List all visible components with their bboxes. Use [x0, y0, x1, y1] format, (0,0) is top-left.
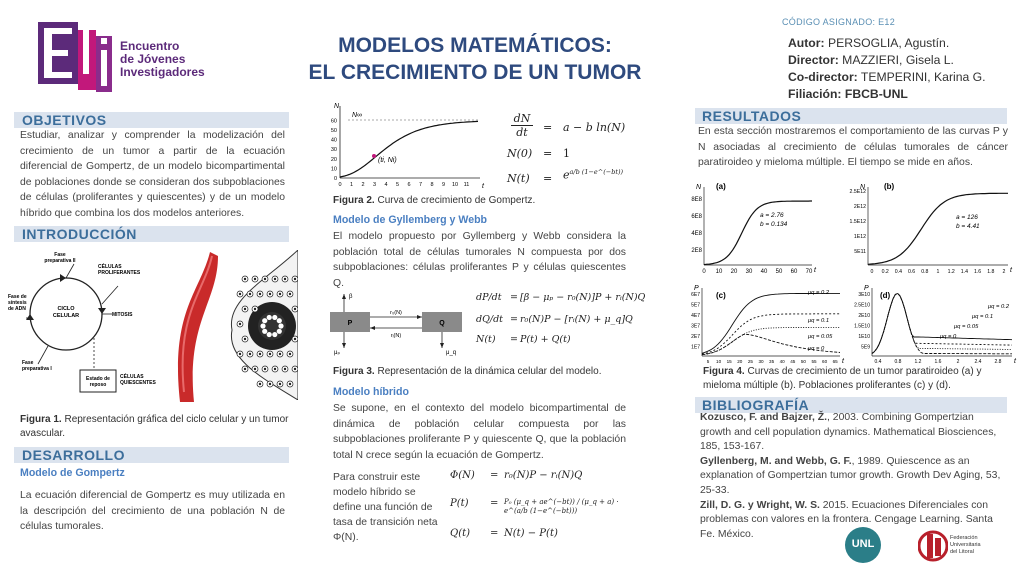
panel-b-x-tick: 0.4 [894, 269, 903, 275]
fig4-panel-b [838, 175, 1018, 275]
panel-b-y-label: N [860, 184, 866, 191]
gy-eq2-lhs: dQ/dt [476, 314, 503, 325]
unl-logo [845, 527, 881, 563]
fig3-caption [333, 365, 623, 379]
panel-a-curve [704, 201, 812, 265]
panel-c-y-tick: 3E7 [691, 323, 700, 330]
panel-c-x-tick: 55 [811, 359, 817, 364]
director-name: MAZZIERI, Gisela L. [838, 53, 954, 67]
fase-prep1-label: Fase preparativa I [22, 360, 52, 372]
logo-line-3: Investigadores [120, 65, 205, 79]
celulas-prol-label: CÉLULAS PROLIFERANTES [98, 264, 141, 276]
fig2-gompertz-plot [328, 102, 488, 190]
eji-logo [34, 22, 224, 92]
fed-logo-text: Federación Universitaria del Litoral [950, 535, 981, 555]
gyllenberg-equations: dP/dt = [β − μₚ − r₀(N)]P + rᵢ(N)Q dQ/dt = r₀(N)P − [rᵢ(N) + μ_q]Q N(t) = P(t) + Q(t) [476, 292, 646, 345]
panel-b-y-tick: 5E11 [854, 249, 866, 255]
title-line-2: EL CRECIMIENTO DE UN TUMOR [308, 61, 642, 84]
fig2-y-tick: 50 [330, 128, 337, 134]
fig2-y-tick: 30 [330, 147, 337, 154]
logo-line-2: de Jóvenes [120, 52, 186, 66]
panel-c-y-label: P [694, 285, 699, 292]
mu-p-label: μₚ [334, 350, 341, 356]
fed-logo [918, 528, 1008, 564]
bibliography-details: 2015. Ecuaciones Diferenciales con problemas con valores en la frontera. Cengage Learning. Santa Fe. México. [700, 499, 993, 540]
panel-a-x-tick: 10 [715, 269, 723, 275]
fig2-x-tick: 7 [418, 182, 423, 188]
fig2-y-tick: 10 [330, 166, 337, 173]
eq2-equals: = [543, 147, 553, 160]
fase-prep2-label: Fase preparativa II [44, 252, 76, 264]
panel-d-x-tick: 1.2 [914, 359, 922, 365]
panel-b-x-tick: 1.2 [947, 269, 955, 275]
panel-d-tag: (d) [880, 291, 891, 300]
fig2-x-tick: 1 [349, 182, 354, 188]
panel-d-x-tick: 2 [956, 359, 960, 365]
fig2-x-tick: 8 [430, 182, 434, 188]
panel-d-x-tick: 2.4 [974, 359, 982, 365]
gompertz-text: La ecuación diferencial de Gompertz es muy utilizada en la descripción del crecimiento de una población N de células tumorales. [20, 490, 285, 533]
fig2-x-axis-label: t [482, 183, 484, 190]
resultados-text: En esta sección mostraremos el comportamiento de las curvas P y N asociadas al crecimiento de células tumorales de cáncer paratiroideo y mieloma múltiple. El tiempo se mide en años. [698, 126, 1008, 169]
panel-c-x-tick: 15 [726, 359, 732, 364]
objetivos-title: OBJETIVOS [22, 112, 107, 128]
panel-b-x-tick: 1.4 [960, 269, 969, 275]
eq1-den: dt [516, 126, 528, 139]
filiacion-label: Filiación: [788, 87, 842, 101]
panel-b-x-label: t [1010, 267, 1012, 274]
panel-c-x-tick: 25 [747, 359, 753, 364]
panel-c-y-tick: 2E7 [691, 334, 700, 340]
panel-c-x-tick: 10 [716, 359, 722, 364]
panel-d-y-tick: 2E10 [858, 313, 870, 319]
tumor-core-cell [278, 323, 283, 328]
tumor-core-cell [267, 332, 272, 337]
mitosis-label: MITOSIS [112, 312, 133, 318]
panel-c-x-tick: 50 [800, 359, 806, 364]
panel-d-x-tick: 0.8 [894, 359, 902, 365]
panel-a-y-tick: 4E8 [691, 231, 702, 237]
panel-c-x-tick: 5 [706, 359, 710, 364]
eq2-lhs: N(0) [507, 147, 533, 160]
panel-b-x-tick: 1 [936, 269, 940, 275]
panel-a-y-tick: 6E8 [691, 214, 702, 220]
r0-label: r₀(N) [390, 310, 402, 316]
fig2-y-tick: 0 [333, 176, 337, 182]
panel-d-series [872, 294, 1012, 354]
fig2-x-tick: 5 [395, 182, 400, 188]
ciclo-label: CICLO CELULAR [52, 306, 80, 319]
panel-c-x-tick: 20 [737, 359, 743, 364]
codirector-label: Co-director: [788, 70, 858, 84]
panel-c-x-tick: 45 [790, 359, 796, 364]
panel-b-x-tick: 0 [870, 269, 874, 275]
fig2-caption [333, 194, 583, 208]
title-line-1: MODELOS MATEMÁTICOS: [338, 34, 612, 57]
tumor-core-cell [272, 315, 277, 320]
logo-line-1: Encuentro [120, 39, 180, 53]
fig1-caption [20, 413, 290, 441]
p-box-label: P [347, 320, 353, 327]
eq1-rhs: a − b ln(N) [563, 121, 626, 134]
panel-d-mu-label: μq = 0.2 [988, 304, 1010, 310]
panel-c-mu-label: μq = 0.1 [808, 318, 830, 324]
panel-b-y-tick: 2E12 [853, 204, 866, 210]
fig4-label: Figura 4. [703, 366, 745, 377]
panel-c-x-tick: 40 [779, 359, 785, 364]
gy-eq1-lhs: dP/dt [476, 292, 502, 303]
panel-c-y-tick: 4E7 [691, 313, 700, 319]
panel-b-y-tick: 1.5E12 [849, 219, 866, 225]
fed-logo-mark [918, 528, 948, 564]
tumor-core-cell [277, 329, 282, 334]
panel-a-x-tick: 20 [730, 269, 738, 275]
panel-d-y-label: P [864, 285, 869, 292]
panel-a-x-label: t [814, 267, 816, 274]
hibrido-subhead: Modelo híbrido [333, 386, 409, 398]
hy-eq2-rhs: P₀ (μ_q + ae^(−bt)) / (μ_q + a) · e^(a/b (1−e^(−bt))) [504, 498, 619, 515]
fig4-panel-d [842, 282, 1020, 366]
bibliography-authors: Zill, D. G. y Wright, W. S. [700, 499, 820, 511]
panel-a-y-label: N [696, 184, 702, 191]
blood-vessel-image [160, 252, 220, 402]
fig2-x-tick: 6 [407, 182, 411, 188]
fig2-y-tick: 60 [330, 118, 337, 125]
hibrido-text: Se supone, en el contexto del modelo bicompartimental de dinámica de población celular compuesta por las subpoblaciones proliferante P y quiescente Q, que la población total N crece según la ecuación de Gompertz. [333, 403, 626, 461]
gy-eq3-rhs: P(t) + Q(t) [520, 334, 571, 345]
tumor-core-cell [267, 315, 272, 320]
hibrido-text2: Para construir este modelo híbrido se define una función de tasa de transición neta Φ(N). [333, 472, 438, 543]
panel-a-y-tick: 8E8 [691, 197, 702, 203]
panel-d-x-label: t [1014, 358, 1016, 365]
celulas-quies-label: CÉLULAS QUIESCENTES [120, 374, 156, 386]
fig2-x-tick: 9 [441, 182, 446, 188]
beta-label: β [349, 294, 353, 300]
panel-c-x-label: t [842, 358, 844, 365]
bibliography-entry [700, 455, 1005, 499]
tumor-core-cell [260, 323, 265, 328]
gy-eq1-rhs: [β − μₚ − r₀(N)]P + rᵢ(N)Q [520, 292, 646, 303]
fig2-y-tick: 20 [330, 156, 337, 163]
bibliography-authors: Kozusco, F. and Bajzer, Ž. [700, 412, 828, 423]
panel-c-x-tick: 35 [769, 359, 775, 364]
fig2-x-tick: 4 [384, 182, 388, 188]
estado-reposo-label: Estado de reposo [86, 376, 110, 388]
fig2-x-tick: 0 [338, 182, 342, 188]
bibliography-authors: Gyllenberg, M. and Webb, G. F. [700, 455, 852, 467]
hy-eq1-lhs: Φ(N) [450, 470, 475, 481]
fig2-point-label: (ti, Ni) [378, 157, 397, 164]
eq3-exponent: a/b (1−e^(−bt)) [569, 168, 624, 176]
panel-b-x-tick: 1.6 [973, 269, 982, 275]
fig2-y-axis-label: N [334, 103, 340, 110]
panel-a-x-tick: 0 [702, 269, 706, 275]
panel-a-tag: (a) [716, 182, 726, 191]
hy-eq3-lhs: Q(t) [450, 528, 471, 539]
fase-sintesis-label: Fase de síntesis de ADN [8, 294, 27, 312]
authors-block [788, 35, 986, 103]
panel-a-param: b = 0.134 [760, 221, 788, 228]
tumor-core-cell [262, 329, 267, 334]
panel-a-param: a = 2.76 [760, 212, 784, 219]
fig3-label: Figura 3. [333, 366, 375, 377]
bibliografia-title: BIBLIOGRAFÍA [702, 397, 810, 413]
hibrido-equations: Φ(N) = r₀(N)P − rᵢ(N)Q P(t) = P₀ (μ_q + ae^(−bt)) / (μ_q + a) · e^(a/b (1−e^(−bt))) Q(t) = N(t) − P(t) [450, 470, 640, 550]
panel-c-y-tick: 1E7 [691, 344, 700, 351]
gyllenberg-subhead: Modelo de Gyllemberg y Webb [333, 214, 488, 226]
panel-b-param: a = 126 [956, 214, 978, 221]
panel-b-x-tick: 0.6 [907, 269, 916, 275]
panel-a-x-tick: 60 [790, 269, 798, 275]
codirector-name: TEMPERINI, Karina G. [857, 70, 986, 84]
eq1-equals: = [543, 121, 553, 134]
panel-b-x-tick: 0.8 [921, 269, 929, 275]
tumor-core-cell [262, 318, 267, 323]
gy-eq3-lhs: N(t) [476, 334, 496, 345]
ri-label: rᵢ(N) [390, 333, 402, 339]
panel-c-x-tick: 65 [832, 359, 838, 364]
q-box-label: Q [439, 320, 445, 327]
assigned-code: CÓDIGO ASIGNADO: E12 [782, 17, 896, 27]
autor-name: PERSOGLIA, Agustín. [824, 36, 950, 50]
panel-b-x-tick: 1.8 [987, 269, 995, 275]
fig4-text: Curvas de crecimiento de un tumor paratiroideo (a) y mieloma múltiple (b). Poblaciones proliferantes (c) y (d). [703, 366, 982, 391]
panel-b-y-tick: 2.5E12 [849, 189, 866, 195]
unl-logo-text: UNL [851, 538, 875, 550]
bibliography-details: , 1989. Quiescence as an explanation of Gompertzian tumor growth. Growth Dev Aging, 53, 25-33. [700, 455, 1001, 496]
gompertz-equations [505, 112, 625, 192]
fig2-n-inf-label: N∞ [352, 112, 363, 119]
panel-b-curve [868, 193, 1008, 264]
bibliography-list [700, 411, 1005, 542]
hy-eq1-rhs: r₀(N)P − rᵢ(N)Q [504, 470, 583, 481]
panel-a-x-tick: 40 [760, 269, 768, 275]
gy-eq2-rhs: r₀(N)P − [rᵢ(N) + μ_q]Q [520, 314, 633, 325]
panel-d-series [872, 294, 1012, 354]
tumor-core-cell [277, 318, 282, 323]
director-label: Director: [788, 53, 839, 67]
fig2-y-tick: 40 [330, 137, 337, 144]
panel-a-x-tick: 30 [745, 269, 753, 275]
panel-b-x-tick: 2 [1002, 269, 1006, 275]
eq1-num: dN [511, 112, 533, 126]
panel-c-mu-label: μq = 0.2 [808, 290, 830, 296]
gompertz-subhead: Modelo de Gompertz [20, 467, 125, 479]
fig2-x-tick: 11 [463, 182, 470, 188]
poster-title [250, 32, 700, 86]
panel-d-y-tick: 3E10 [858, 292, 870, 298]
panel-d-x-tick: 0.4 [874, 359, 882, 365]
fig2-x-tick: 10 [451, 182, 459, 188]
eq3-rhs: $e^{a/b (1-e\^{}(-bt))}$ [563, 168, 624, 182]
eq3-lhs: N(t) [507, 172, 530, 185]
panel-c-tag: (c) [716, 291, 726, 300]
avascular-tumor-image [226, 250, 298, 400]
panel-b-tag: (b) [884, 182, 895, 191]
hy-eq3-rhs: N(t) − P(t) [504, 528, 558, 539]
autor-label: Autor: [788, 36, 825, 50]
fig3-text: Representación de la dinámica celular del modelo. [374, 366, 602, 377]
hy-eq2-lhs: P(t) [450, 498, 469, 509]
panel-d-mu-label: μq = 0.1 [972, 314, 994, 320]
panel-c-x-tick: 60 [822, 359, 828, 364]
fig4-panel-c [680, 282, 845, 366]
fig4-panel-a [680, 175, 820, 275]
filiacion-value: FBCB-UNL [841, 87, 908, 101]
panel-a-x-tick: 70 [805, 269, 813, 275]
panel-d-y-tick: 1E10 [858, 334, 870, 340]
tumor-core-cell [272, 332, 277, 337]
panel-d-y-tick: 2.5E10 [854, 302, 870, 309]
eq3-equals: = [543, 172, 553, 185]
panel-d-mu-label: μq = 0 [940, 334, 957, 340]
panel-d-y-tick: 1.5E10 [854, 323, 870, 330]
bibliography-entry [700, 411, 1005, 455]
panel-a-x-tick: 50 [775, 269, 783, 275]
desarrollo-title: DESARROLLO [22, 447, 125, 463]
panel-d-y-tick: 5E9 [861, 344, 870, 351]
fig1-text: Representación gráfica del ciclo celular y un tumor avascular. [20, 414, 289, 439]
panel-a-y-tick: 2E8 [691, 248, 702, 254]
panel-d-x-tick: 2.8 [994, 359, 1002, 365]
panel-d-mu-label: μq = 0.05 [954, 324, 979, 330]
inflection-point [372, 154, 376, 158]
panel-b-param: b = 4.41 [956, 223, 980, 230]
fig2-x-tick: 3 [372, 182, 377, 188]
panel-c-y-tick: 5E7 [691, 302, 700, 309]
panel-d-series [872, 294, 1012, 354]
pq-compartment-diagram [330, 290, 475, 358]
panel-d-series [872, 294, 1012, 354]
eq2-rhs: 1 [563, 147, 570, 160]
fig1-label: Figura 1. [20, 414, 62, 425]
cell-cycle-diagram [8, 246, 158, 406]
gyllenberg-text: El modelo propuesto por Gyllemberg y Webb considera la población total de células tumorales N compuesta por dos subpoblaciones: células proliferantes P y células quiescentes Q. [333, 231, 626, 289]
mu-q-label: μ_q [446, 350, 457, 356]
introduccion-title: INTRODUCCIÓN [22, 226, 137, 242]
fig2-x-tick: 2 [361, 182, 365, 188]
resultados-title: RESULTADOS [702, 108, 802, 124]
panel-c-mu-label: μq = 0 [808, 346, 825, 352]
fig4-caption [703, 365, 1003, 393]
fig2-text: Curva de crecimiento de Gompertz. [374, 195, 536, 206]
objetivos-text: Estudiar, analizar y comprender la modelización del crecimiento de un tumor a partir de la ecuación diferencial de Gompertz, de un modelo bicompartimental de poblaciones donde se consideran dos subpoblaciones de células (proliferantes y quiescentes) y de un modelo híbrido que combina los dos modelos anteriores. [20, 130, 285, 219]
bibliography-details: , 2003. Combining Gompertzian growth and cell population dynamics. Mathematical Biosciences, 185, 153-167. [700, 412, 997, 453]
fig2-label: Figura 2. [333, 195, 375, 206]
panel-b-y-tick: 1E12 [853, 234, 866, 240]
panel-c-mu-label: μq = 0.05 [808, 334, 833, 340]
panel-d-x-tick: 1.6 [934, 359, 942, 365]
panel-c-x-tick: 30 [758, 359, 764, 364]
panel-b-x-tick: 0.2 [881, 269, 889, 275]
panel-c-y-tick: 6E7 [691, 292, 700, 298]
